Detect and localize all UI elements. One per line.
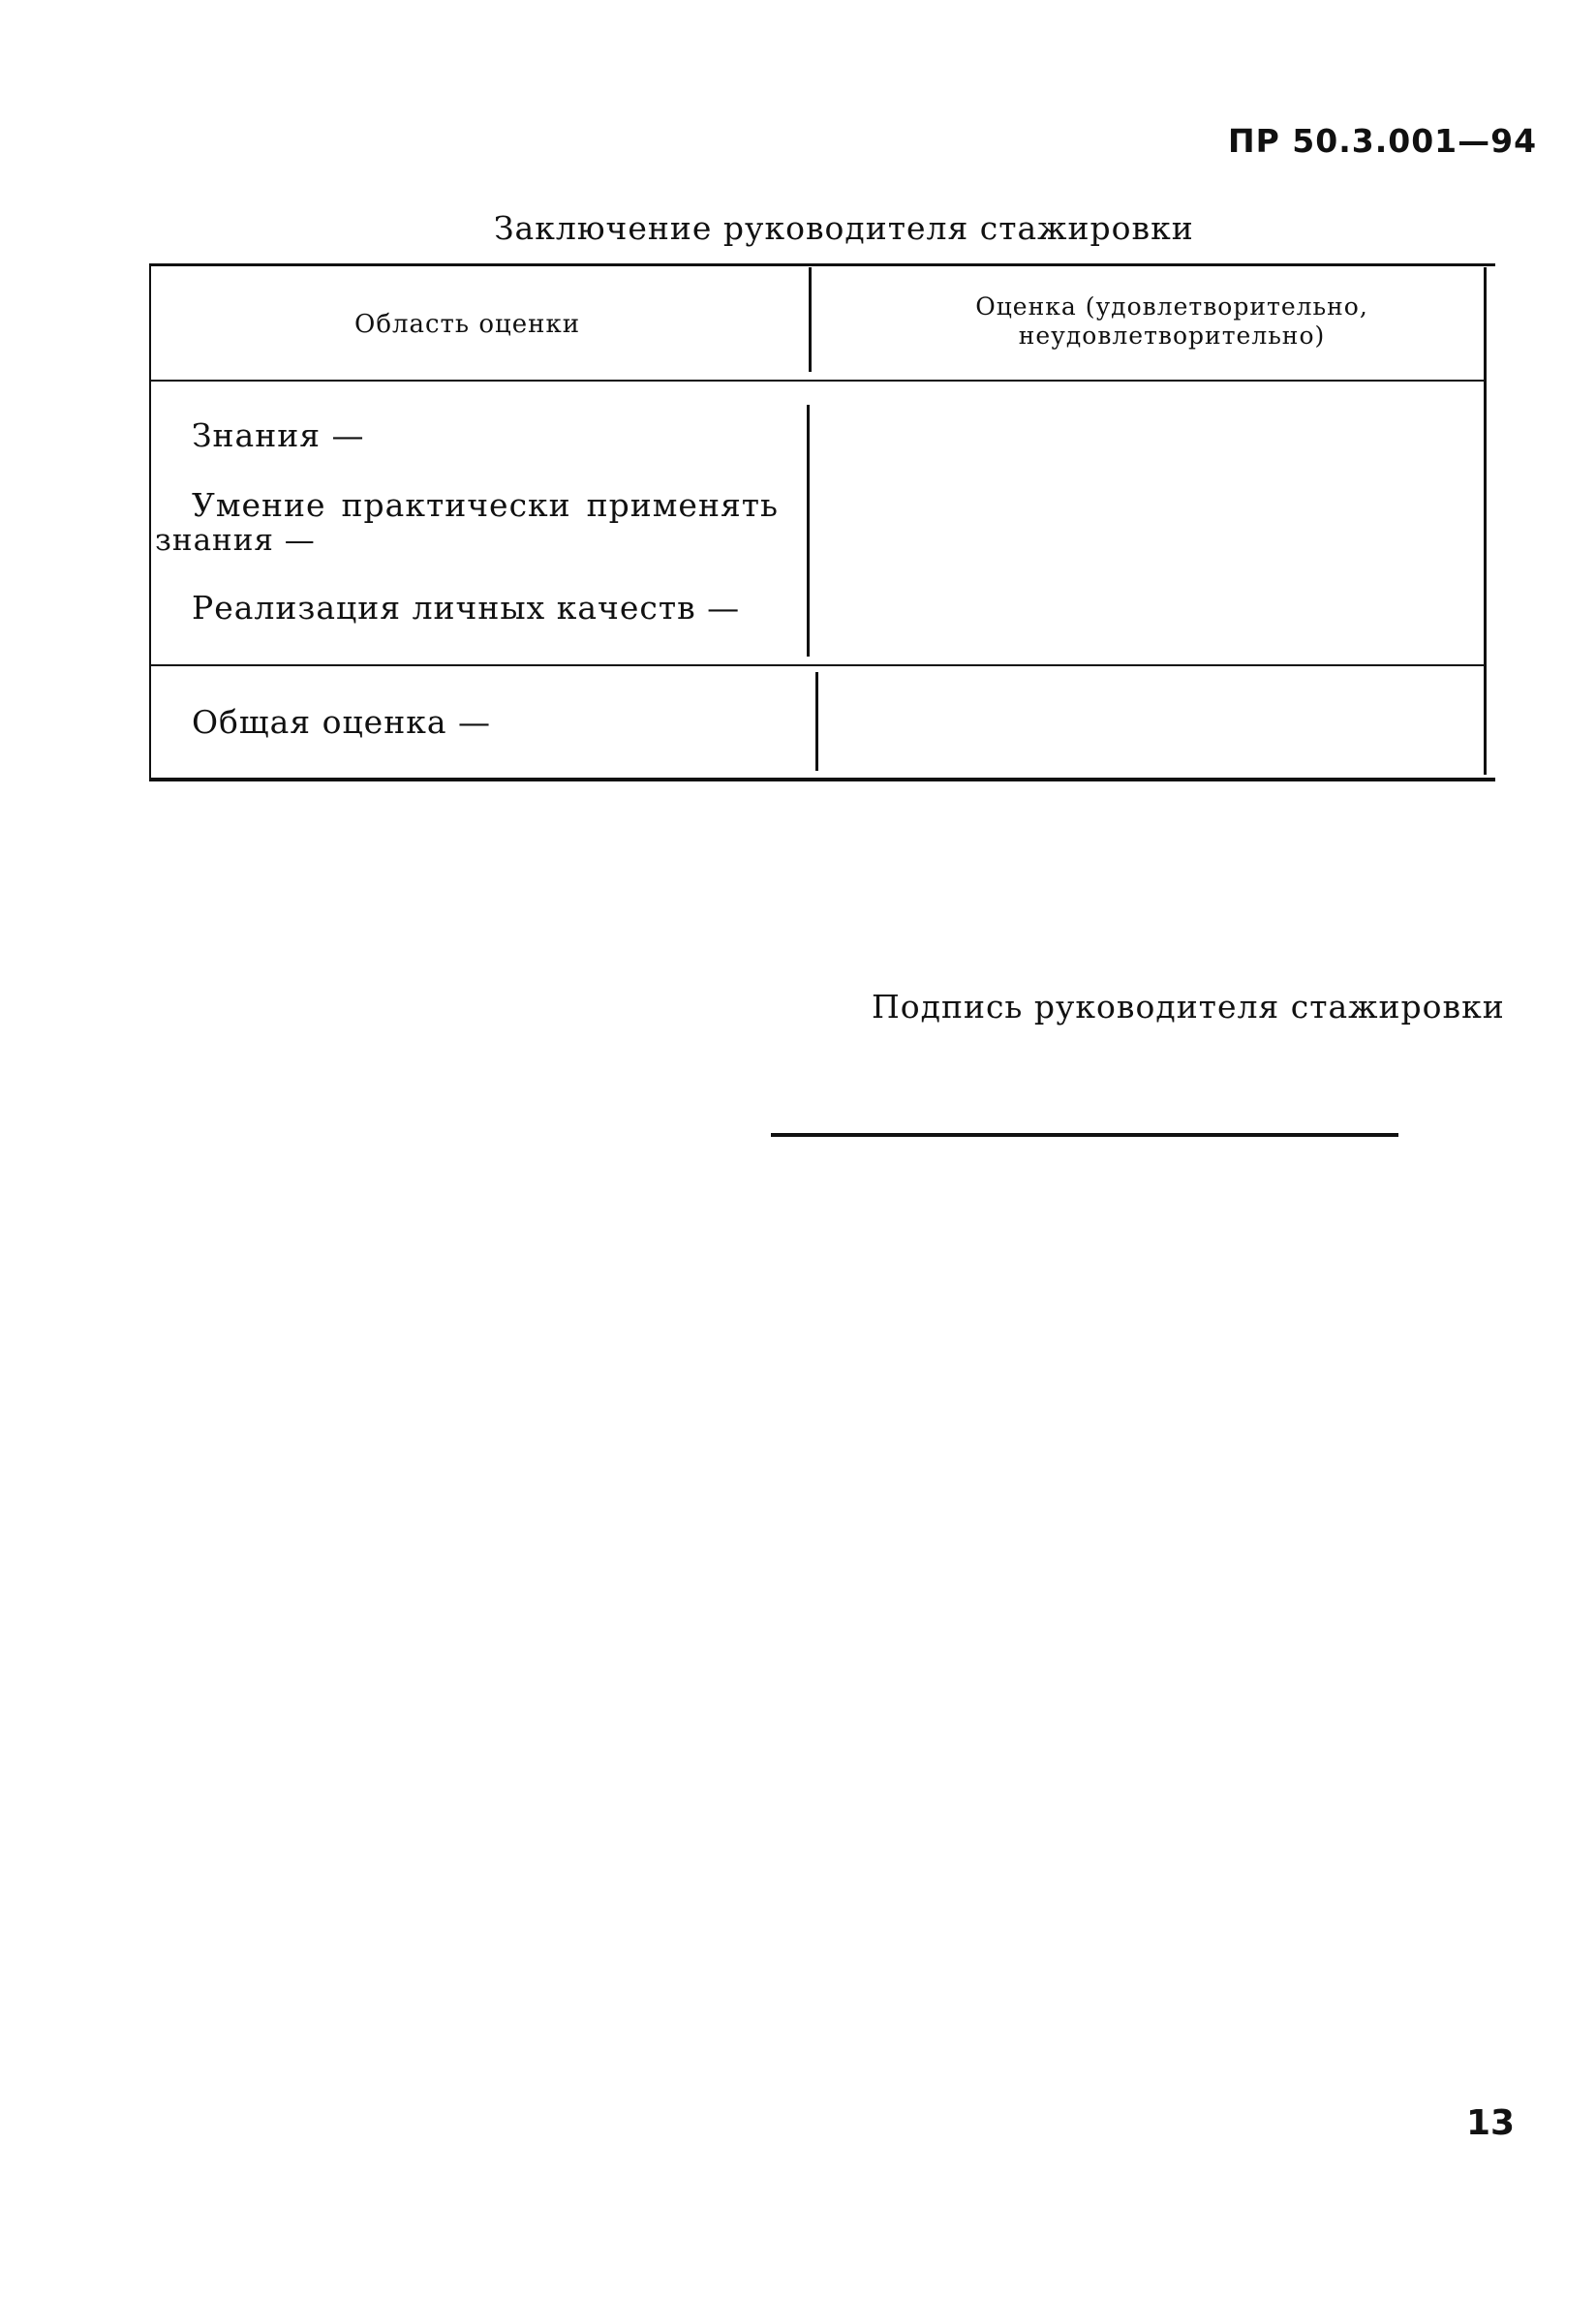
row-skill-word-3: применять: [586, 486, 779, 524]
row-divider: [149, 664, 1484, 666]
header-divider: [149, 380, 1484, 382]
row-personal-qualities: Реализация личных качеств —: [192, 589, 741, 627]
right-border: [1484, 267, 1487, 775]
row-overall: Общая оценка —: [192, 703, 491, 741]
column-header-grade: Оценка (удовлетворительно, неудовлетворительно): [975, 292, 1368, 350]
column-divider-total: [815, 672, 818, 771]
left-border: [149, 263, 151, 781]
table-bottom-border: [149, 778, 1495, 781]
document-code: ПР 50.3.001—94: [1228, 122, 1538, 160]
row-skill-continuation: знания —: [155, 523, 316, 558]
column-divider-header: [809, 267, 812, 372]
table-top-border: [149, 263, 1495, 266]
column-divider-body: [807, 405, 810, 657]
table-title: Заключение руководителя стажировки: [494, 209, 1194, 247]
row-skill-word-2: практически: [341, 486, 571, 524]
row-skill-word-1: Умение: [192, 486, 326, 524]
row-skill: [192, 486, 779, 524]
row-knowledge: Знания —: [192, 416, 365, 454]
signature-label: Подпись руководителя стажировки: [872, 988, 1505, 1026]
page-number: 13: [1466, 2103, 1516, 2143]
column-header-area: Область оценки: [354, 310, 581, 339]
signature-line: [771, 1133, 1398, 1137]
